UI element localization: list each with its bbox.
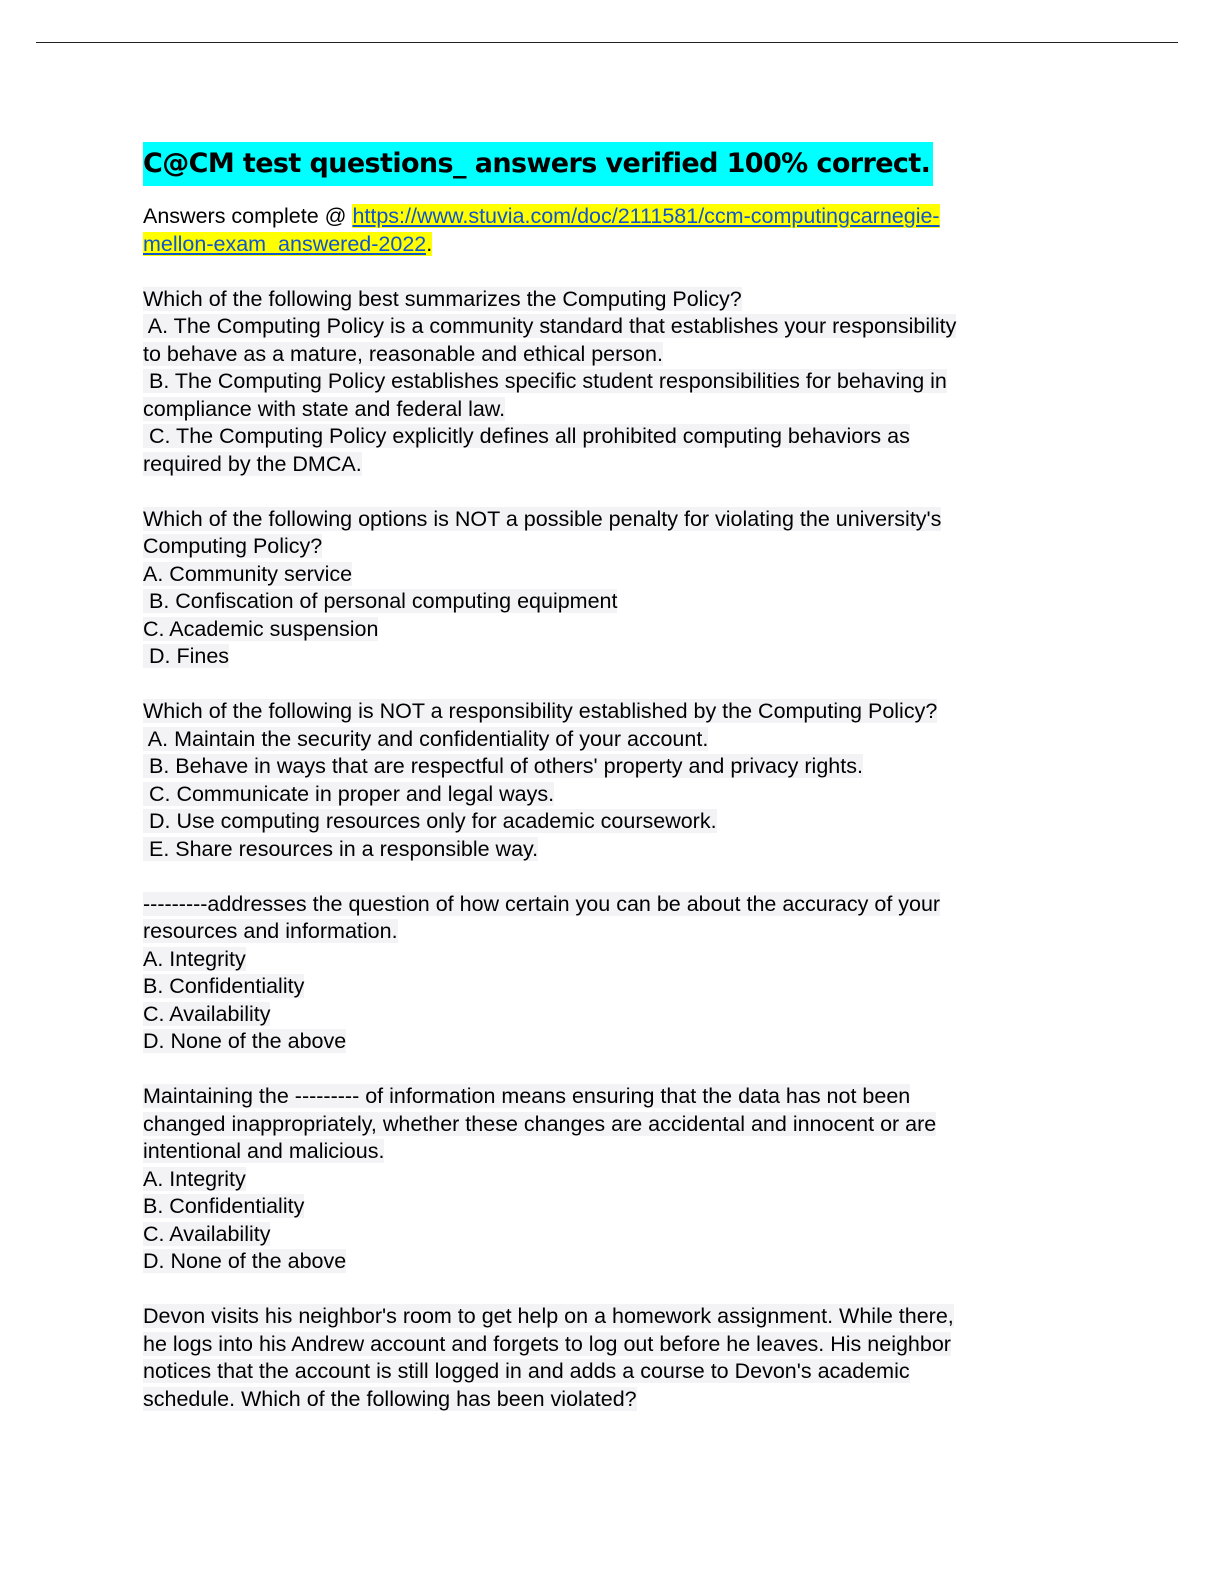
question-line (143, 533, 1063, 561)
line-text: B. Confidentiality (143, 974, 305, 998)
line-text: C. Availability (143, 1221, 271, 1246)
line-text: required by the DMCA. (143, 451, 362, 476)
line-text: C. Academic suspension (143, 616, 379, 641)
question-text (143, 286, 1063, 314)
line-text: Which of the following options is NOT a possible penalty for violating the university's (143, 506, 942, 531)
question-line (143, 588, 1063, 616)
question-text (143, 1303, 1063, 1331)
question-line (143, 1248, 1063, 1276)
line-text: C. The Computing Policy explicitly defines all prohibited computing behaviors as (143, 424, 910, 448)
line-text: he logs into his Andrew account and forgets to log out before he leaves. His neighbor (143, 1331, 951, 1356)
line-text: compliance with state and federal law. (143, 396, 506, 421)
question-line (143, 1166, 1063, 1194)
line-text: Maintaining the --------- of information means ensuring that the data has not been (143, 1084, 911, 1108)
question-block (143, 1083, 1063, 1276)
line-text: B. Behave in ways that are respectful of others' property and privacy rights. (143, 754, 863, 778)
document-title: C@CM test questions_ answers verified 100% correct. (143, 142, 933, 186)
question-line (143, 616, 1063, 644)
line-text: C. Availability (143, 1001, 271, 1026)
line-text: ---------addresses the question of how certain you can be about the accuracy of your (143, 891, 941, 916)
question-line (143, 918, 1063, 946)
question-line (143, 1193, 1063, 1221)
question-text (143, 1083, 1063, 1111)
question-text (143, 698, 1063, 726)
line-text: changed inappropriately, whether these changes are accidental and innocent or are (143, 1111, 937, 1136)
question-line (143, 836, 1063, 864)
question-line (143, 313, 1063, 341)
question-line (143, 1111, 1063, 1139)
line-text: Devon visits his neighbor's room to get help on a homework assignment. While there, (143, 1304, 954, 1328)
line-text: D. Fines (143, 644, 230, 668)
question-line (143, 1028, 1063, 1056)
question-text (143, 506, 1063, 534)
question-line (143, 946, 1063, 974)
question-line (143, 396, 1063, 424)
question-block (143, 286, 1063, 479)
line-text: A. Integrity (143, 1166, 246, 1191)
document-body (143, 142, 1063, 1413)
question-line (143, 423, 1063, 451)
line-text: A. Integrity (143, 946, 246, 971)
line-text: Computing Policy? (143, 534, 323, 558)
question-block (143, 891, 1063, 1056)
answers-link-suffix: . (426, 231, 433, 256)
question-block (143, 698, 1063, 863)
line-text: Which of the following is NOT a responsibility established by the Computing Policy? (143, 699, 938, 723)
answers-link-part1[interactable]: https://www.stuvia.com/doc/2111581/ccm-computingcarnegie- (352, 204, 940, 228)
line-text: intentional and malicious. (143, 1139, 385, 1163)
line-text: D. None of the above (143, 1029, 347, 1053)
question-line (143, 1331, 1063, 1359)
question-line (143, 561, 1063, 589)
line-text: A. Community service (143, 561, 353, 586)
question-line (143, 1001, 1063, 1029)
answers-line (143, 203, 1063, 258)
line-text: B. Confiscation of personal computing equipment (143, 589, 618, 613)
question-line (143, 726, 1063, 754)
question-line (143, 808, 1063, 836)
line-text: resources and information. (143, 919, 398, 943)
question-line (143, 643, 1063, 671)
line-text: D. Use computing resources only for academic coursework. (143, 809, 717, 833)
question-line (143, 1358, 1063, 1386)
answers-prefix: Answers complete @ (143, 204, 353, 228)
line-text: B. Confidentiality (143, 1194, 305, 1218)
answers-link-part2[interactable]: mellon-exam_answered-2022 (143, 231, 427, 256)
question-line (143, 1138, 1063, 1166)
question-block (143, 506, 1063, 671)
line-text: Which of the following best summarizes the Computing Policy? (143, 286, 742, 311)
question-block (143, 1303, 1063, 1413)
question-line (143, 368, 1063, 396)
question-line (143, 973, 1063, 1001)
question-line (143, 781, 1063, 809)
line-text: A. The Computing Policy is a community standard that establishes your responsibility (143, 314, 957, 338)
line-text: notices that the account is still logged in and adds a course to Devon's academic (143, 1359, 910, 1383)
question-line (143, 341, 1063, 369)
top-rule (36, 42, 1178, 43)
question-line (143, 451, 1063, 479)
line-text: E. Share resources in a responsible way. (143, 836, 539, 861)
question-list (143, 286, 1063, 1414)
question-line (143, 1221, 1063, 1249)
line-text: to behave as a mature, reasonable and ethical person. (143, 341, 663, 366)
question-line (143, 753, 1063, 781)
question-text (143, 891, 1063, 919)
line-text: D. None of the above (143, 1249, 347, 1273)
line-text: C. Communicate in proper and legal ways. (143, 781, 555, 806)
line-text: schedule. Which of the following has been violated? (143, 1386, 637, 1411)
line-text: A. Maintain the security and confidentiality of your account. (143, 726, 709, 751)
question-line (143, 1386, 1063, 1414)
line-text: B. The Computing Policy establishes specific student responsibilities for behaving in (143, 369, 947, 393)
